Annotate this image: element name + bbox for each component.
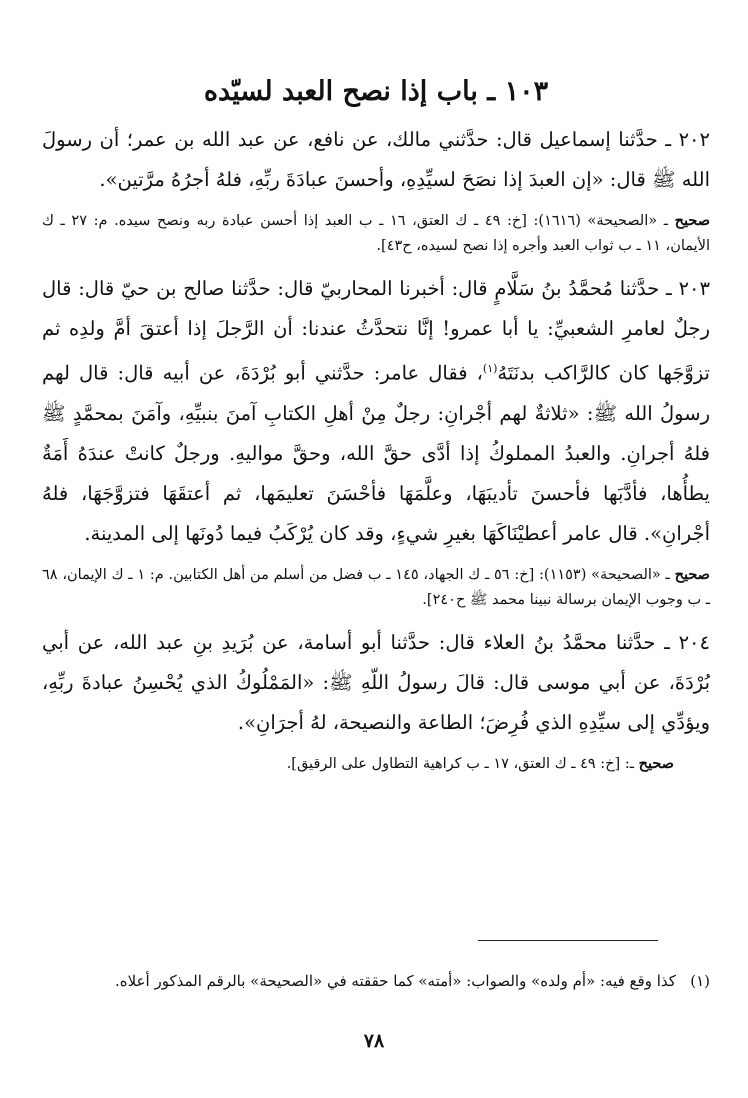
grade-label: صحيح — [638, 754, 674, 772]
grade-text: ـ «الصحيحة» (١٦١٦): [خ: ٤٩ ـ ك العتق، ١٦ ـ ب العبد إذا أحسن عبادة ربه ونصح سيده. م: ٢٧ ـ ك الأيمان، ١١ ـ ب ثواب العبد وأجره إذا نصح لسيده، ح٤٣]. — [42, 213, 710, 254]
chapter-title: ١٠٣ ـ باب إذا نصح العبد لسيّده — [203, 76, 549, 107]
hadith-204: ٢٠٤ ـ حدَّثنا محمَّدُ بنُ العلاء قال: حدَّثنا أبو أسامة، عن بُرَيدِ بنِ عبد الله، عن أبي بُرْدَةَ، عن أبي موسى قال: قالَ رسولُ اللّهِ ﷺ: «المَمْلُوكُ الذي يُحْسِنُ عبادةَ ربِّهِ، ويؤدِّي إلى سيِّدِهِ الذي فُرِضَ؛ الطاعة والنصيحة، لهُ أجرَانِ». — [42, 630, 710, 734]
hadith-202: ٢٠٢ ـ حدَّثنا إسماعيل قال: حدَّثني مالك، عن نافع، عن عبد الله بن عمر؛ أن رسولَ الله ﷺ قال: «إن العبدَ إذا نصَحَ لسيِّدِهِ، وأحسنَ عبادَةَ ربِّهِ، فلهُ أجرُهُ مرَّتين». — [42, 128, 710, 191]
page-body — [42, 70, 710, 787]
grade-label: صحيح — [674, 565, 710, 583]
footnote — [42, 967, 710, 995]
page-number: ٧٨ — [363, 1030, 385, 1052]
hadith-203-part2: ، فقال عامر: حدَّثني أبو بُرْدَةَ، عن أبيه قال: قال لهم رسولُ الله ﷺ: «ثلاثةٌ لهم أجْرانِ: رجلٌ مِنْ أهلِ الكتابِ آمنَ بنبيِّهِ، وآمَنَ بمحمَّدٍ ﷺ فلهُ أجرانِ. والعبدُ المملوكُ إذا أدَّى حقَّ الله، وحقَّ مواليهِ. ورجلٌ كانتْ عندَهُ أَمَةٌ يطأُها، فأدَّبَها فأحسنَ تأديبَهَا، وعلَّمَهَا فأحْسَنَ تعليمَها، ثم أعتقَهَا فتزوَّجَهَا، فلهُ أجْرانِ». قال عامر أعطيْنَاكَهَا بغيرِ شيءٍ، وقد كان يُرْكَبُ فيما دُونَها إلى المدينة. — [42, 361, 710, 545]
grade-203 — [42, 562, 710, 613]
grade-204 — [42, 751, 710, 777]
footnote-marker: (١) — [690, 972, 710, 990]
footnote-marker: (١) — [482, 362, 498, 375]
hadith-203 — [42, 269, 710, 554]
grade-202 — [42, 208, 710, 259]
footnote-text: كذا وقع فيه: «أم ولده» والصواب: «أمته» كما حققته في «الصحيحة» بالرقم المذكور أعلاه. — [115, 972, 676, 990]
grade-text: ـ: [خ: ٤٩ ـ ك العتق، ١٧ ـ ب كراهية التطاول على الرقيق]. — [286, 755, 639, 772]
grade-label: صحيح — [674, 212, 711, 229]
footnote-divider — [478, 940, 658, 941]
hadith-203-part1: ٢٠٣ ـ حدَّثنا مُحمَّدُ بنُ سَلَّامٍ قال: أخبرنا المحاربيّ قال: حدَّثنا صالح بن حيّ قال: قال رجلٌ لعامرِ الشعبيِّ: يا أبا عمرو! إنَّا نتحدَّثُ عندنا: أن الرَّجلَ إذا أعتقَ أمَّ ولدِه ثم تزوَّجَها كان كالرَّاكب بدنَتَهُ — [42, 277, 710, 385]
grade-text: ـ «الصحيحة» (١١٥٣): [خ: ٥٦ ـ ك الجهاد، ١٤٥ ـ ب فضل من أسلم من أهل الكتابين. م: ١ ـ ك الإيمان، ٦٨ ـ ب وجوب الإيمان برسالة نبينا محمد ﷺ ح٢٤٠]. — [42, 566, 710, 608]
